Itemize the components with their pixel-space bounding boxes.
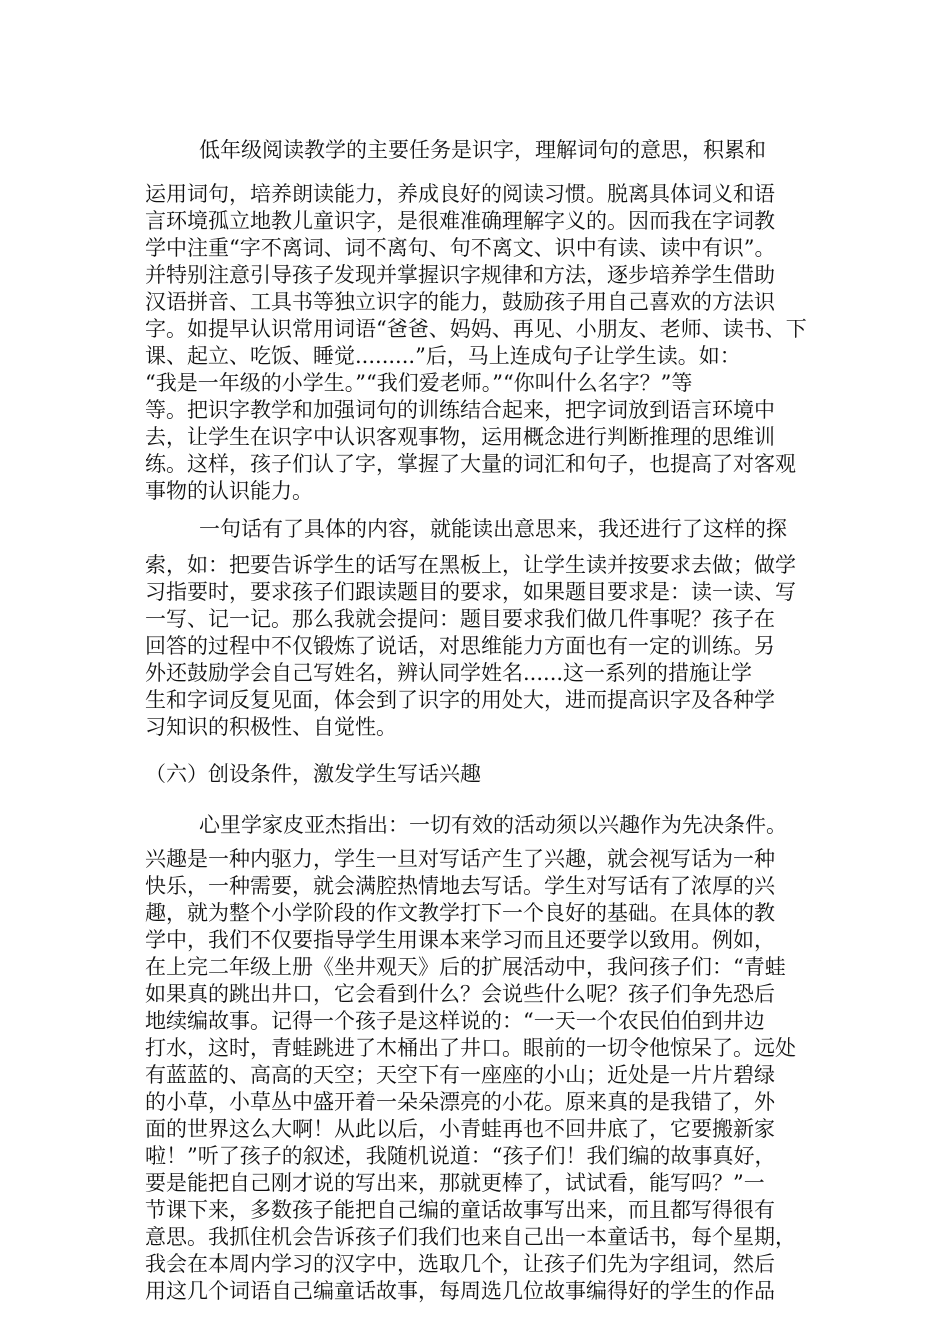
paragraph3-line: 的小草，小草丛中盛开着一朵朵漂亮的小花。原来真的是我错了，外 — [145, 1090, 775, 1114]
paragraph3-line: 我会在本周内学习的汉字中，选取几个，让孩子们先为字组词，然后 — [145, 1252, 775, 1276]
paragraph3-line: 地续编故事。记得一个孩子是这样说的：“一天一个农民伯伯到井边 — [145, 1009, 765, 1033]
paragraph3-line: 快乐，一种需要，就会满腔热情地去写话。学生对写话有了浓厚的兴 — [145, 874, 775, 898]
paragraph3-line: 节课下来，多数孩子能把自己编的童话故事写出来，而且都写得很有 — [145, 1198, 775, 1222]
paragraph1-line: 言环境孤立地教儿童识字，是很难准确理解字义的。因而我在字词教 — [145, 209, 775, 233]
paragraph3-line: 打水，这时，青蛙跳进了木桶出了井口。眼前的一切令他惊呆了。远处 — [145, 1036, 796, 1060]
paragraph2-line: 一句话有了具体的内容，就能读出意思来，我还进行了这样的探 — [199, 517, 787, 541]
paragraph3-line: 啦！”听了孩子的叙述，我随机说道：“孩子们！我们编的故事真好， — [145, 1144, 776, 1168]
paragraph2-line: 一写、记一记。那么我就会提问：题目要求我们做几件事呢？孩子在 — [145, 607, 775, 631]
paragraph3-line: 趣，就为整个小学阶段的作文教学打下一个良好的基础。在具体的教 — [145, 901, 775, 925]
paragraph3-line: 意思。我抓住机会告诉孩子们我们也来自己出一本童话书，每个星期， — [145, 1225, 796, 1249]
paragraph3-line: 在上完二年级上册《坐井观天》后的扩展活动中，我问孩子们：“青蛙 — [145, 955, 786, 979]
paragraph2-line: 习指要时，要求孩子们跟读题目的要求，如果题目要求是：读一读、写 — [145, 580, 796, 604]
paragraph1-line: 等。把识字教学和加强词句的训练结合起来，把字词放到语言环境中 — [145, 398, 775, 422]
paragraph3-line: 心里学家皮亚杰指出：一切有效的活动须以兴趣作为先决条件。 — [199, 813, 787, 837]
paragraph2-line: 外还鼓励学会自己写姓名，辨认同学姓名......这一系列的措施让学 — [145, 661, 753, 685]
section-heading: （六）创设条件，激发学生写话兴趣 — [145, 762, 481, 786]
paragraph2-line: 生和字词反复见面，体会到了识字的用处大，进而提高识字及各种学 — [145, 688, 775, 712]
paragraph3-line: 用这几个词语自己编童话故事，每周选几位故事编得好的学生的作品 — [145, 1279, 775, 1303]
paragraph1-line: 学中注重“字不离词、词不离句、句不离文、识中有读、读中有识”。 — [145, 236, 776, 260]
paragraph2-line: 索，如：把要告诉学生的话写在黑板上，让学生读并按要求去做；做学 — [145, 553, 796, 577]
paragraph1-line: 汉语拼音、工具书等独立识字的能力，鼓励孩子用自己喜欢的方法识 — [145, 290, 775, 314]
paragraph3-line: 有蓝蓝的、高高的天空；天空下有一座座的小山；近处是一片片碧绿 — [145, 1063, 775, 1087]
paragraph1-line: 去，让学生在识字中认识客观事物，运用概念进行判断推理的思维训 — [145, 425, 775, 449]
paragraph1-line: 练。这样，孩子们认了字，掌握了大量的词汇和句子，也提高了对客观 — [145, 452, 796, 476]
paragraph1-line: “我是一年级的小学生。”“我们爱老师。”“你叫什么名字？”等 — [145, 371, 693, 395]
paragraph1-line: 课、起立、吃饭、睡觉.........”后，马上连成句子让学生读。如： — [145, 344, 741, 368]
paragraph3-line: 兴趣是一种内驱力，学生一旦对写话产生了兴趣，就会视写话为一种 — [145, 847, 775, 871]
paragraph3-line: 学中，我们不仅要指导学生用课本来学习而且还要学以致用。例如， — [145, 928, 775, 952]
paragraph1-line: 运用词句，培养朗读能力，养成良好的阅读习惯。脱离具体词义和语 — [145, 182, 775, 206]
paragraph3-line: 如果真的跳出井口，它会看到什么？会说些什么呢？孩子们争先恐后 — [145, 982, 775, 1006]
paragraph3-line: 要是能把自己刚才说的写出来，那就更棒了，试试看，能写吗？”一 — [145, 1171, 765, 1195]
paragraph2-line: 回答的过程中不仅锻炼了说话，对思维能力方面也有一定的训练。另 — [145, 634, 775, 658]
paragraph1-line: 字。如提早认识常用词语“爸爸、妈妈、再见、小朋友、老师、读书、下 — [145, 317, 807, 341]
paragraph1-line: 事物的认识能力。 — [145, 479, 313, 503]
paragraph2-line: 习知识的积极性、自觉性。 — [145, 715, 397, 739]
paragraph1-line: 低年级阅读教学的主要任务是识字，理解词句的意思，积累和 — [199, 138, 766, 162]
paragraph3-line: 面的世界这么大啊！从此以后，小青蛙再也不回井底了，它要搬新家 — [145, 1117, 775, 1141]
paragraph1-line: 并特别注意引导孩子发现并掌握识字规律和方法，逐步培养学生借助 — [145, 263, 775, 287]
